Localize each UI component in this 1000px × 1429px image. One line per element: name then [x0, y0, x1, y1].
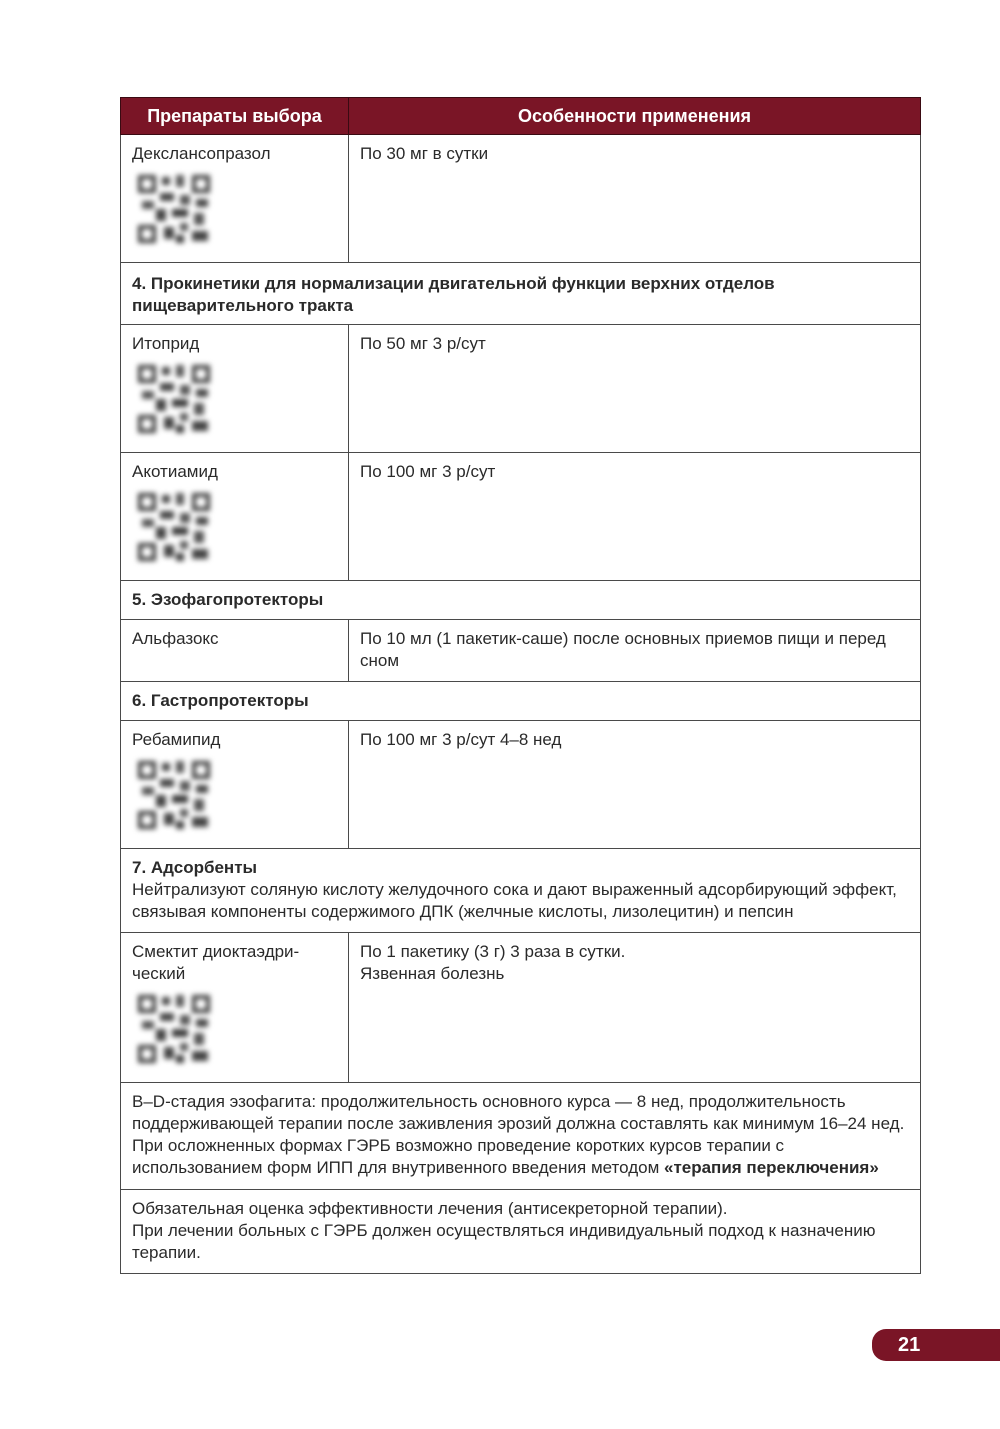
drug-table	[120, 97, 921, 1274]
header-usage: Особенности применения	[349, 98, 921, 135]
table-row	[121, 325, 921, 453]
header-drugs: Препараты выбора	[121, 98, 349, 135]
qr-code-icon	[136, 173, 212, 245]
qr-code-icon	[136, 363, 212, 435]
section-block	[121, 849, 921, 933]
drug-name: Альфазокс	[121, 620, 349, 682]
drug-name: Ребамипид	[132, 730, 221, 749]
usage-line: Язвенная болезнь	[360, 964, 505, 983]
section-heading: 5. Эзофагопротекторы	[121, 581, 921, 620]
drug-cell	[121, 325, 349, 453]
qr-code-icon	[136, 993, 212, 1065]
drug-cell	[121, 453, 349, 581]
section-heading: 7. Адсорбенты	[132, 858, 258, 877]
table-row	[121, 135, 921, 263]
drug-name: Итоприд	[132, 334, 200, 353]
drug-cell	[121, 135, 349, 263]
section-row	[121, 263, 921, 325]
table-row	[121, 933, 921, 1083]
drug-name: Декслансопразол	[132, 144, 271, 163]
qr-code-icon	[136, 759, 212, 831]
drug-name: Смектит диоктаэдри-ческий	[132, 942, 300, 983]
final-note	[121, 1190, 921, 1274]
section-row	[121, 581, 921, 620]
stage-note-term: «терапия переключения»	[663, 1158, 879, 1177]
stage-note-text: B–D-стадия эзофагита: продолжительность основного курса — 8 нед, продолжительность поддерживающей терапии после заживления эрозий должна составлять как минимум 16–24 нед. При осложненных формах ГЭРБ возможно проведение коротких курсов терапии с использованием форм ИПП для внутривенного введения методом	[132, 1092, 905, 1177]
final-note-line: При лечении больных с ГЭРБ должен осуществляться индивидуальный подход к назначению терапии.	[132, 1221, 876, 1262]
table-header-row	[121, 98, 921, 135]
table-row	[121, 620, 921, 682]
usage-cell: По 10 мл (1 пакетик-саше) после основных приемов пищи и перед сном	[349, 620, 921, 682]
usage-line: По 1 пакетику (3 г) 3 раза в сутки.	[360, 942, 626, 961]
stage-note	[121, 1083, 921, 1190]
final-note-line: Обязательная оценка эффективности лечения (антисекреторной терапии).	[132, 1199, 728, 1218]
usage-cell	[349, 933, 921, 1083]
usage-cell: По 100 мг 3 р/сут 4–8 нед	[349, 721, 921, 849]
table-row	[121, 453, 921, 581]
drug-cell	[121, 933, 349, 1083]
page-number: 21	[872, 1329, 1000, 1361]
qr-code-icon	[136, 491, 212, 563]
section-heading: 4. Прокинетики для нормализации двигательной функции верхних отделов пищеварительного тракта	[121, 263, 921, 325]
section-row	[121, 682, 921, 721]
section-heading: 6. Гастропротекторы	[121, 682, 921, 721]
note-row	[121, 1190, 921, 1274]
drug-name: Акотиамид	[132, 462, 218, 481]
usage-cell: По 30 мг в сутки	[349, 135, 921, 263]
table-row	[121, 721, 921, 849]
usage-cell: По 100 мг 3 р/сут	[349, 453, 921, 581]
section-description: Нейтрализуют соляную кислоту желудочного сока и дают выраженный адсорбирующий эффект, связывая компоненты содержимого ДПК (желчные кислоты, лизолецитин) и пепсин	[132, 880, 897, 921]
note-row	[121, 1083, 921, 1190]
drug-cell	[121, 721, 349, 849]
section-row	[121, 849, 921, 933]
usage-cell: По 50 мг 3 р/сут	[349, 325, 921, 453]
